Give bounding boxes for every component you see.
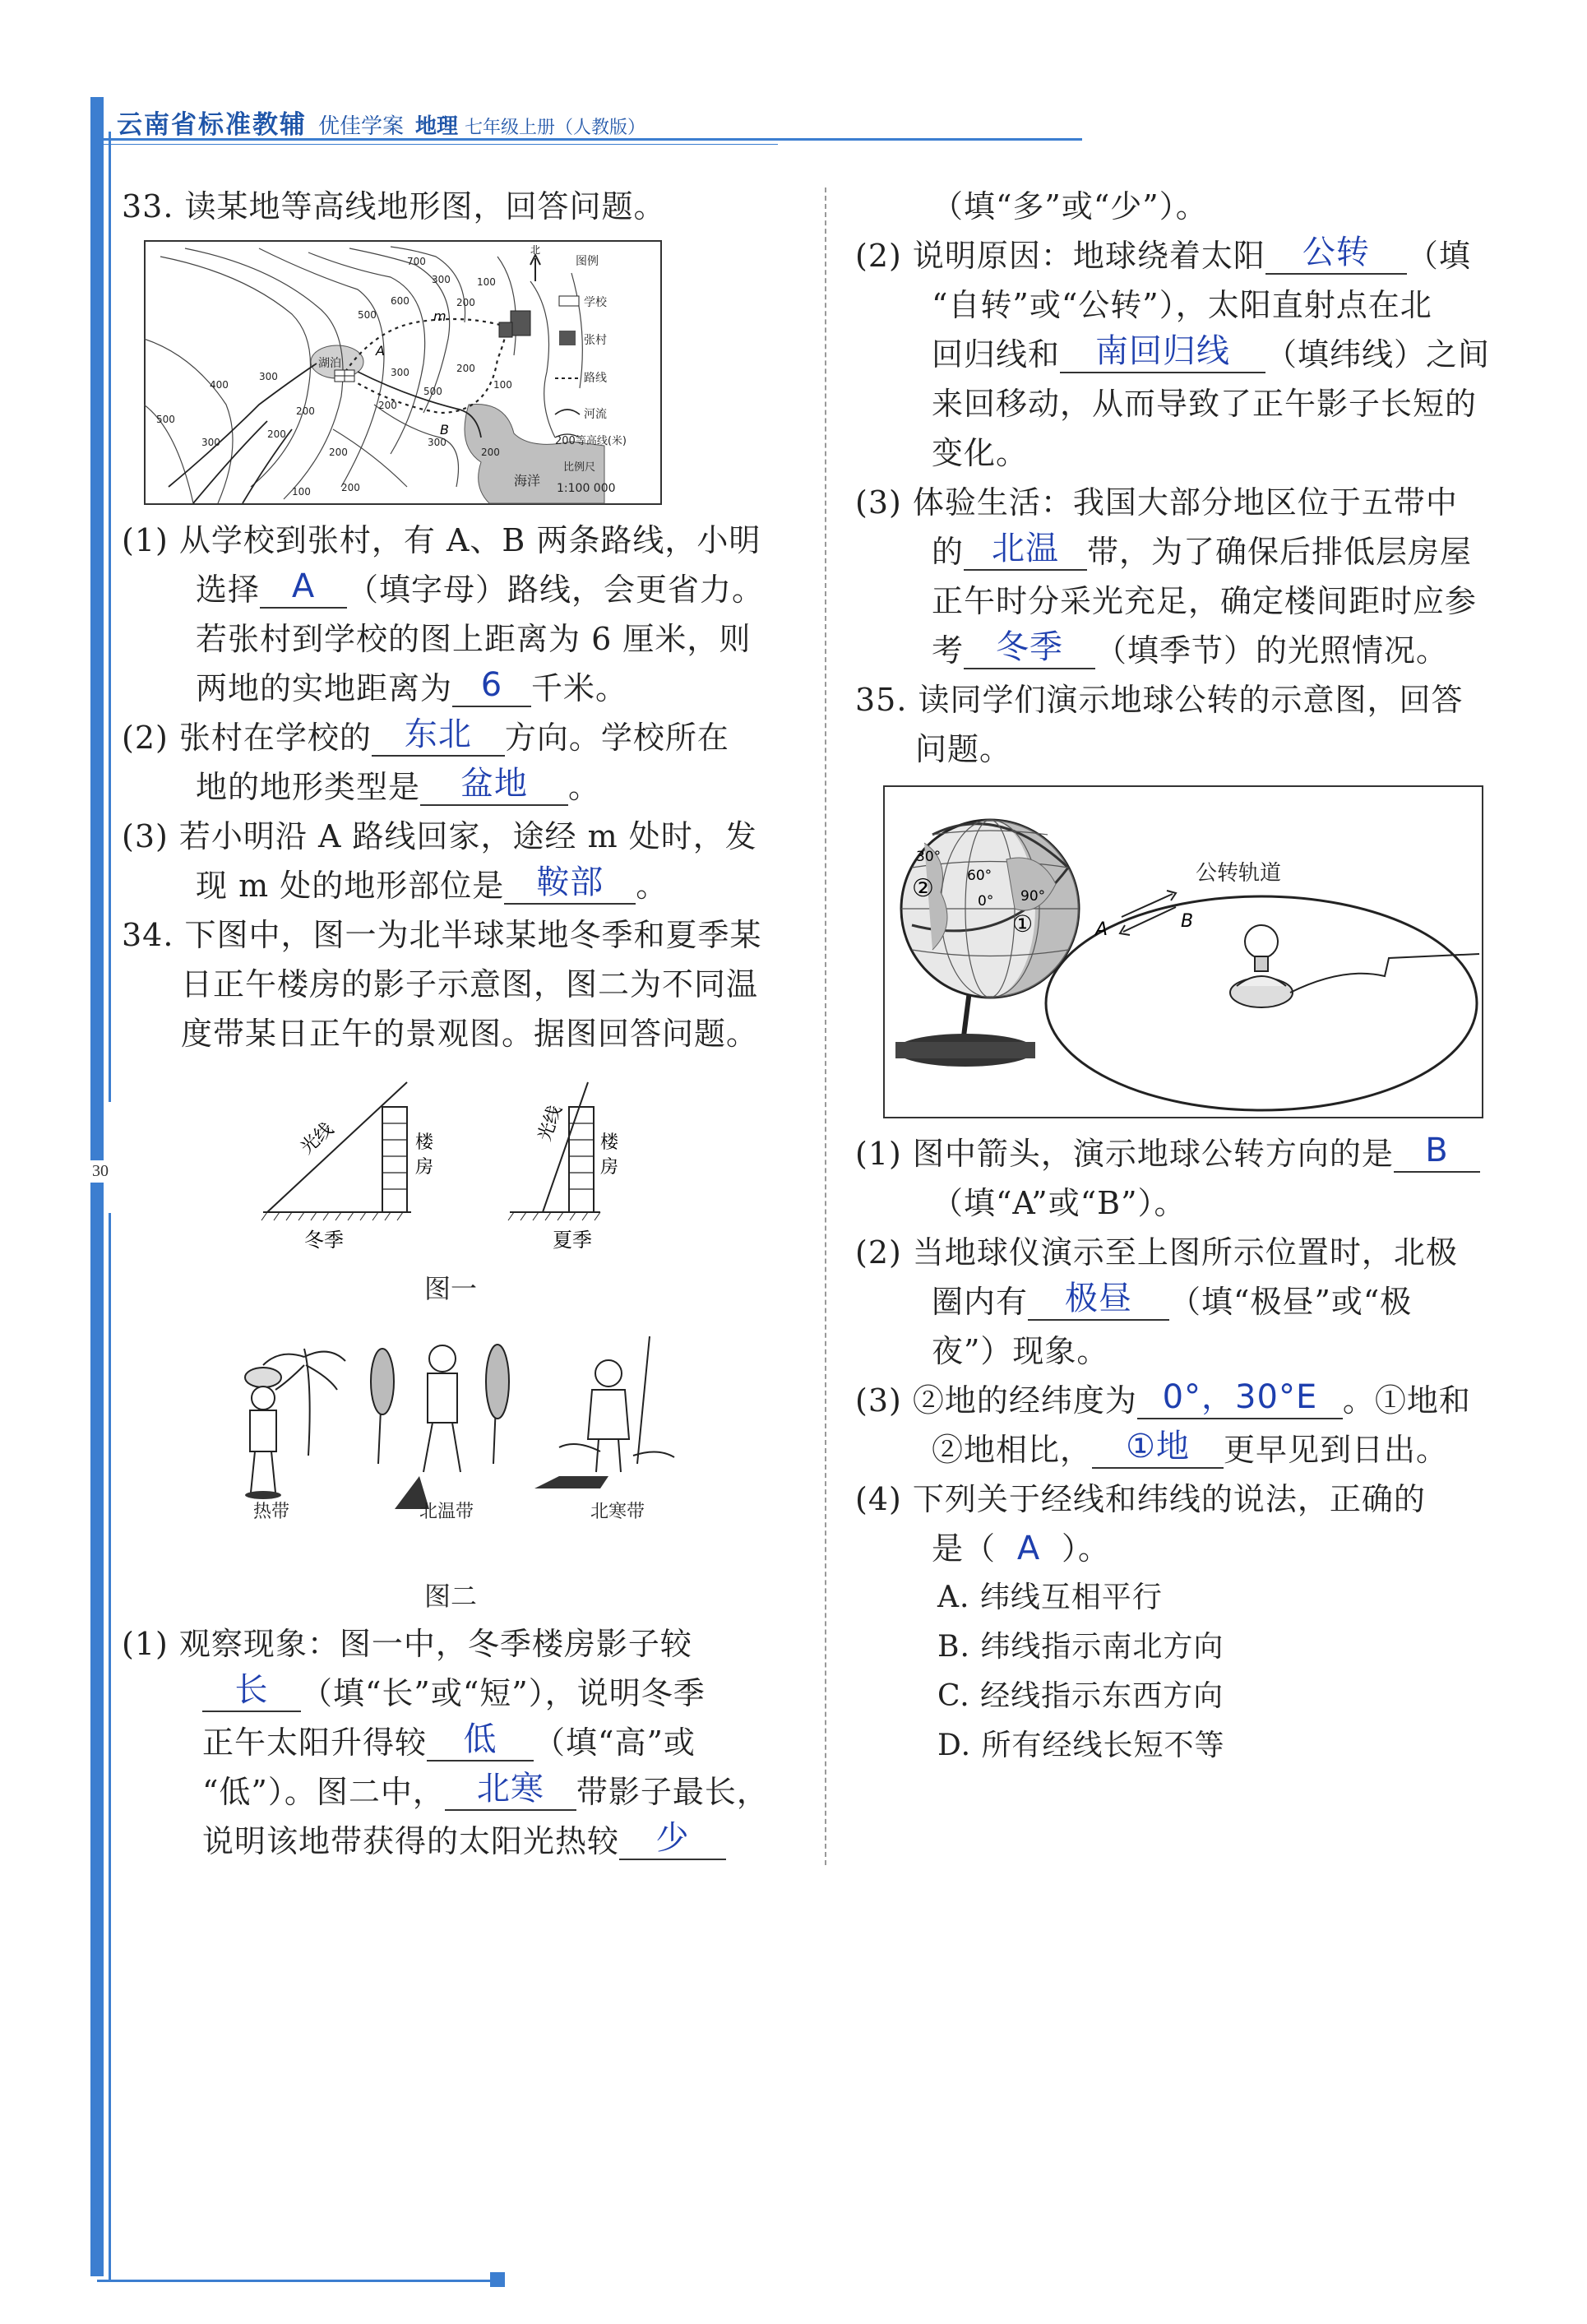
q34-p2-line2: “自转”或“公转”），太阳直射点在北	[932, 287, 1432, 323]
svg-text:300: 300	[201, 437, 220, 448]
q34-answer6: 南回归线	[1095, 332, 1231, 370]
q34-line1: 34. 下图中，图一为北半球某地冬季和夏季某	[122, 917, 762, 953]
q34-p1-line4: “低”）。图二中， 北寒 带影子最长，	[202, 1770, 769, 1810]
header-rule-thin	[104, 144, 778, 145]
route-a-label: A	[376, 343, 385, 359]
legend-contour: 200等高线(米)	[555, 435, 627, 447]
legend-village: 张村	[584, 334, 607, 347]
q33-answer5: 鞍部	[536, 863, 604, 901]
q34-blank6[interactable]	[1060, 332, 1265, 373]
arrow-a-label: A	[1095, 919, 1108, 940]
running-header	[117, 104, 645, 141]
q33-p2-line1: (2) 张村在学校的 东北 方向。学校所在	[122, 715, 729, 756]
winter-ray-label: 光线	[297, 1118, 338, 1159]
svg-text:200: 200	[341, 482, 360, 493]
sea-label: 海洋	[514, 473, 541, 488]
q35-option-b: B. 纬线指示南北方向	[937, 1630, 1224, 1664]
globe-lat30: 30°	[916, 849, 942, 865]
svg-text:200: 200	[481, 447, 500, 458]
svg-text:300: 300	[391, 367, 409, 378]
north-label: 北	[530, 244, 541, 256]
svg-text:500: 500	[423, 386, 442, 397]
subject-title: 地理	[415, 114, 459, 139]
q33-p1-line2: 选择 A （填字母）路线，会更省力。	[196, 567, 765, 608]
left-margin-line-lower	[109, 1213, 111, 2282]
q33-blank3[interactable]	[372, 715, 505, 757]
q35-answer2: 极昼	[1065, 1280, 1133, 1317]
q33-p1-line1: (1) 从学校到张村，有 A、B 两条路线，小明	[122, 522, 761, 558]
q33-blank5[interactable]	[504, 863, 636, 905]
svg-text:400: 400	[210, 379, 229, 391]
q34-line2: 日正午楼房的影子示意图，图二为不同温	[181, 966, 759, 1002]
tropical-label: 热带	[253, 1502, 290, 1522]
q34-answer3: 北寒	[476, 1770, 544, 1808]
q35-p3-line2: ②地相比， ①地 更早见到日出。	[932, 1428, 1449, 1468]
q33-title: 33. 读某地等高线地形图，回答问题。	[122, 188, 666, 225]
winter-building-label-1: 楼	[415, 1132, 434, 1153]
q34-p3-line4: 考 冬季 （填季节）的光照情况。	[932, 628, 1449, 669]
svg-text:200: 200	[378, 400, 397, 411]
winter-building-label-2: 房	[415, 1157, 434, 1178]
summer-building-label-2: 房	[600, 1157, 619, 1178]
summer-label: 夏季	[553, 1229, 592, 1252]
globe-lon0: 0°	[978, 893, 994, 910]
q33-answer4: 盆地	[460, 765, 529, 803]
winter-building	[382, 1107, 407, 1212]
village-marker	[511, 311, 530, 336]
q34-blank4[interactable]	[619, 1819, 726, 1860]
svg-text:200: 200	[329, 447, 348, 458]
q34-p3-line2: 的 北温 带，为了确保后排低层房屋	[932, 530, 1473, 570]
bottom-rule	[97, 2280, 497, 2282]
summer-ray-label: 光线	[534, 1102, 567, 1144]
winter-ground-hatch	[261, 1212, 403, 1220]
book-title: 优佳学案	[318, 114, 405, 139]
figure1-shadow-diagram	[247, 1066, 641, 1255]
q34-blank8[interactable]	[964, 628, 1095, 669]
q34-p2-line1: (2) 说明原因：地球绕着太阳 公转 （填	[855, 234, 1471, 274]
q34-p3-line1: (3) 体验生活：我国大部分地区位于五带中	[855, 484, 1458, 521]
contour-map	[144, 240, 662, 505]
legend-road: 路线	[584, 372, 607, 385]
q34-p1-line3: 正午太阳升得较 低 （填“高”或	[202, 1720, 696, 1761]
legend-school: 学校	[584, 296, 607, 309]
q33-p3-line2: 现 m 处的地形部位是 鞍部 。	[196, 863, 669, 904]
q35-line1: 35. 读同学们演示地球公转的示意图，回答	[855, 682, 1464, 718]
q34-answer4: 少	[655, 1819, 690, 1857]
q35-blank4[interactable]	[1092, 1428, 1224, 1469]
q34-answer5: 公转	[1302, 234, 1370, 271]
svg-text:200: 200	[267, 428, 286, 440]
summer-building-label-1: 楼	[600, 1132, 619, 1153]
svg-text:100: 100	[493, 379, 512, 391]
figure2-landscape-diagram	[214, 1332, 707, 1546]
orbit-demo-diagram	[883, 785, 1483, 1118]
svg-text:200: 200	[456, 297, 475, 308]
svg-text:200: 200	[456, 363, 475, 374]
svg-text:300: 300	[428, 437, 446, 448]
q33-answer2: 6	[480, 666, 503, 704]
tropical-scene	[245, 1349, 345, 1522]
q33-p1-line4: 两地的实地距离为 6 千米。	[196, 666, 628, 706]
q35-answer1: B	[1425, 1132, 1449, 1169]
q33-p1-line3: 若张村到学校的图上距离为 6 厘米，则	[196, 621, 752, 657]
q34-p1-line6: （填“多”或“少”）。	[932, 188, 1208, 225]
q33-blank2[interactable]	[452, 666, 531, 707]
svg-text:600: 600	[391, 295, 409, 307]
q35-option-a: A. 纬线互相平行	[937, 1581, 1163, 1614]
svg-text:500: 500	[156, 414, 175, 425]
svg-text:200: 200	[296, 405, 315, 417]
q34-blank2[interactable]	[427, 1720, 534, 1762]
q33-blank1[interactable]	[260, 567, 347, 609]
q35-p2-line1: (2) 当地球仪演示至上图所示位置时，北极	[855, 1234, 1458, 1271]
q34-blank3[interactable]	[445, 1770, 576, 1811]
q34-p3-line3: 正午时分采光充足，确定楼间距时应参	[932, 583, 1478, 619]
globe-lon90: 90°	[1020, 888, 1046, 905]
q35-blank2[interactable]	[1028, 1280, 1169, 1321]
figure1-caption: 图一	[424, 1273, 478, 1304]
summer-ground-hatch	[508, 1212, 600, 1220]
frigid-label: 北寒带	[590, 1502, 645, 1522]
q34-answer8: 冬季	[996, 628, 1064, 666]
q34-p2-line3: 回归线和 南回归线 （填纬线）之间	[932, 332, 1491, 373]
q35-answer4: ①地	[1126, 1428, 1190, 1465]
q34-p2-line5: 变化。	[932, 435, 1029, 471]
route-b-label: B	[440, 422, 449, 437]
legend-scale: 1:100 000	[557, 482, 616, 495]
q34-p1-line2: 长 （填“长”或“短”），说明冬季	[202, 1674, 706, 1712]
figure2-caption: 图二	[424, 1581, 478, 1612]
svg-text:300: 300	[432, 274, 451, 285]
bottom-square	[490, 2272, 505, 2287]
q35-answer5: A	[1016, 1530, 1041, 1567]
globe-lat60: 60°	[967, 868, 992, 884]
globe-point1: ①	[1012, 910, 1034, 937]
q35-p4-line2: 是（ A ）。	[932, 1530, 1111, 1567]
svg-text:700: 700	[407, 256, 426, 267]
q33-p3-line1: (3) 若小明沿 A 路线回家，途经 m 处时，发	[122, 818, 757, 854]
legend-scale-label: 比例尺	[563, 461, 596, 474]
q35-line2: 问题。	[915, 731, 1012, 767]
left-margin-line	[109, 132, 111, 1102]
series-title: 云南省标准教辅	[117, 110, 307, 140]
legend-river: 河流	[584, 408, 607, 421]
q34-p1-line5: 说明该地带获得的太阳光热较 少	[202, 1822, 726, 1860]
q35-p2-line2: 圈内有 极昼 （填“极昼”或“极	[932, 1280, 1413, 1320]
q33-answer3: 东北	[404, 715, 472, 753]
svg-text:300: 300	[259, 371, 278, 382]
q33-answer1: A	[291, 567, 316, 605]
q33-blank4[interactable]	[420, 765, 568, 806]
q34-blank7[interactable]	[964, 530, 1087, 571]
q34-blank1[interactable]	[202, 1671, 301, 1712]
winter-label: 冬季	[304, 1229, 344, 1252]
q34-p2-line4: 来回移动，从而导致了正午影子长短的	[932, 386, 1478, 422]
q34-answer1: 长	[234, 1671, 269, 1709]
lake-label: 湖泊	[318, 357, 341, 370]
q35-p2-line3: 夜”）现象。	[932, 1333, 1109, 1369]
q35-blank3[interactable]	[1137, 1378, 1343, 1419]
edition-title: 七年级上册（人教版）	[465, 118, 646, 138]
q35-option-d: D. 所有经线长短不等	[937, 1729, 1225, 1762]
svg-text:500: 500	[358, 309, 377, 321]
village-marker-2	[499, 322, 512, 337]
temperate-label: 北温带	[419, 1502, 474, 1522]
q35-option-c: C. 经线指示东西方向	[937, 1679, 1224, 1713]
svg-text:100: 100	[477, 276, 496, 288]
q34-answer2: 低	[463, 1720, 497, 1758]
q35-answer3: 0°，30°E	[1162, 1378, 1318, 1416]
q35-p3-line1: (3) ②地的经纬度为 0°，30°E 。①地和	[855, 1378, 1471, 1419]
q34-blank5[interactable]	[1265, 234, 1407, 275]
q34-p1-line1: (1) 观察现象：图一中，冬季楼房影子较	[122, 1626, 692, 1662]
orbit-label: 公转轨道	[1196, 861, 1282, 886]
q35-p1-line1: (1) 图中箭头，演示地球公转方向的是 B	[855, 1135, 1480, 1173]
column-divider	[825, 187, 826, 1865]
left-margin-bar	[90, 97, 104, 2276]
q34-line3: 度带某日正午的景观图。据图回答问题。	[181, 1016, 759, 1052]
point-m-label: m	[433, 308, 446, 324]
frigid-scene	[534, 1336, 674, 1522]
globe-point2: ②	[912, 874, 934, 903]
q33-p2-line2: 地的地形类型是 盆地 。	[196, 765, 601, 805]
arrow-b-label: B	[1181, 911, 1194, 932]
temperate-scene	[371, 1345, 509, 1522]
svg-text:100: 100	[292, 486, 311, 498]
q35-blank1[interactable]	[1394, 1132, 1480, 1173]
q34-answer7: 北温	[992, 530, 1060, 567]
q35-p1-line2: （填“A”或“B”）。	[932, 1185, 1187, 1221]
page-number: 30	[89, 1160, 112, 1183]
q35-p4-line1: (4) 下列关于经线和纬线的说法，正确的	[855, 1481, 1426, 1517]
summer-building	[569, 1107, 594, 1212]
legend-title: 图例	[576, 255, 599, 268]
